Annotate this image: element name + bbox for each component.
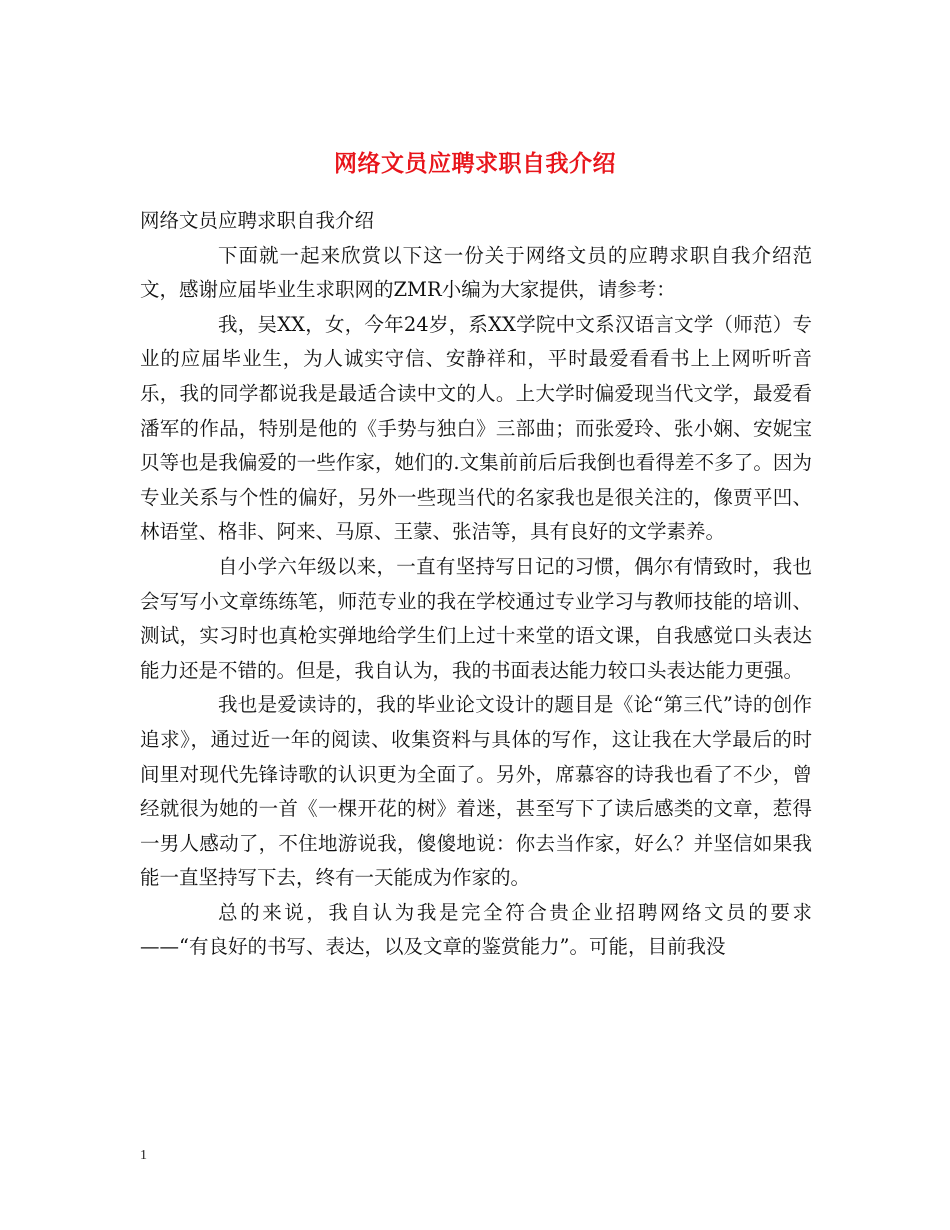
page-number: 1 [140,1148,147,1163]
paragraph-writing-skills: 自小学六年级以来，一直有坚持写日记的习惯，偶尔有情致时，我也会写写小文章练练笔，师范专业的我在学校通过专业学习与教师技能的培训、测试，实习时也真枪实弹地给学生们上过十来堂的语文课，自我感觉口头表达能力还是不错的。但是，我自认为，我的书面表达能力较口头表达能力更强。 [140,554,812,682]
paragraph-summary: 总的来说，我自认为我是完全符合贵企业招聘网络文员的要求——“有良好的书写、表达，以及文章的鉴赏能力”。可能，目前我没 [140,900,812,959]
paragraph-self-introduction: 我，吴XX，女，今年24岁，系XX学院中文系汉语言文学（师范）专业的应届毕业生，为人诚实守信、安静祥和，平时最爱看看书上上网听听音乐，我的同学都说我是最适合读中文的人。上大学时偏爱现当代文学，最爱看潘军的作品，特别是他的《手势与独白》三部曲；而张爱玲、张小娴、安妮宝贝等也是我偏爱的一些作家，她们的.文集前前后后我倒也看得差不多了。因为专业关系与个性的偏好，另外一些现当代的名家我也是很关注的，像贾平凹、林语堂、格非、阿来、马原、王蒙、张洁等，具有良好的文学素养。 [140,312,812,544]
document-body [140,204,812,965]
paragraph-intro: 下面就一起来欣赏以下这一份关于网络文员的应聘求职自我介绍范文，感谢应届毕业生求职网的ZMR小编为大家提供，请参考： [140,243,812,302]
document-subtitle: 网络文员应聘求职自我介绍 [140,209,375,232]
page-title: 网络文员应聘求职自我介绍 [334,151,616,178]
paragraph-poetry: 我也是爱读诗的，我的毕业论文设计的题目是《论“第三代”诗的创作追求》，通过近一年的阅读、收集资料与具体的写作，这让我在大学最后的时间里对现代先锋诗歌的认识更为全面了。另外，席慕容的诗我也看了不少，曾经就很为她的一首《一棵开花的树》着迷，甚至写下了读后感类的文章，惹得一男人感动了，不住地游说我，傻傻地说：你去当作家，好么？并坚信如果我能一直坚持写下去，终有一天能成为作家的。 [140,693,812,890]
